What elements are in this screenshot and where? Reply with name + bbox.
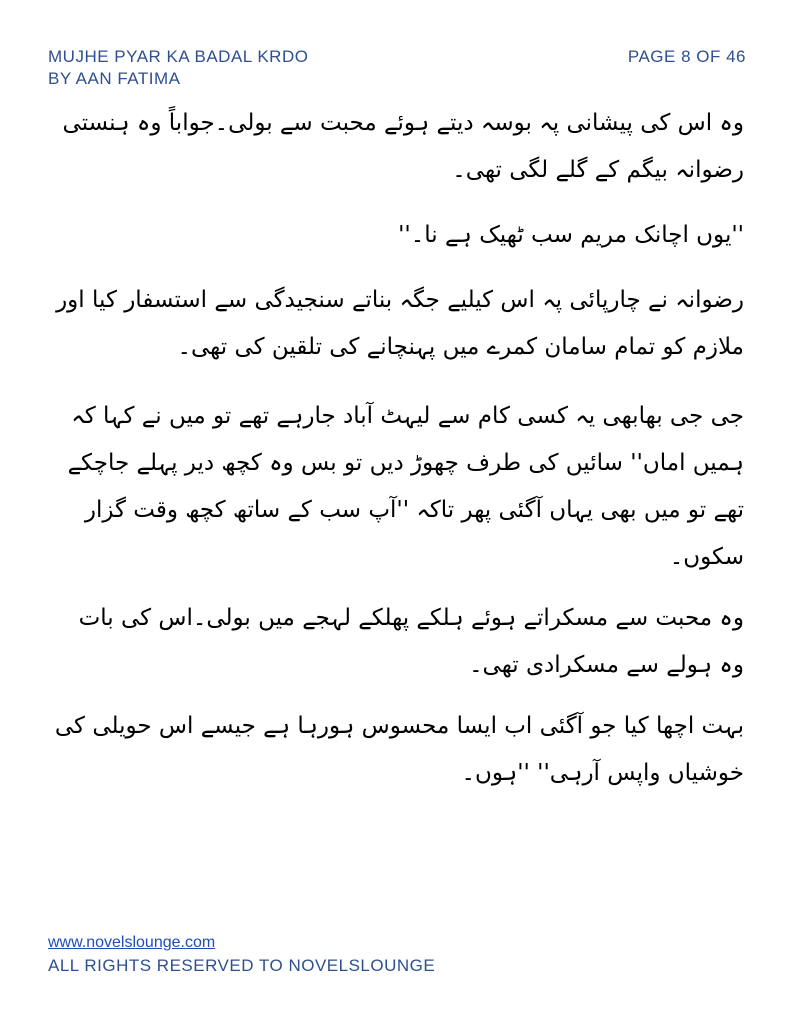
document-footer	[48, 933, 648, 977]
paragraph: ''یوں اچانک مریم سب ٹھیک ہے نا۔''	[398, 222, 744, 248]
author-name: BY AAN FATIMA	[48, 69, 181, 88]
document-header	[48, 46, 408, 90]
website-link[interactable]: www.novelslounge.com	[48, 934, 216, 951]
paragraph: بہت اچھا کیا جو آگئی اب ایسا محسوس ہورہا ہے جیسے اس حویلی کی خوشیاں واپس آرہی'' ''ہوں۔	[54, 713, 744, 786]
paragraph: وہ اس کی پیشانی پہ بوسہ دیتے ہوئے محبت سے بولی۔جواباً وہ ہنستی رضوانہ بیگم کے گلے لگی تھی۔	[62, 110, 744, 183]
paragraph: رضوانہ نے چارپائی پہ اس کیلیے جگہ بناتے سنجیدگی سے استسفار کیا اور ملازم کو تمام سامان کمرے میں پہنچانے کی تلقین کی تھی۔	[56, 287, 744, 360]
paragraph: جی جی بھابھی یہ کسی کام سے لیہٹ آباد جارہے تھے تو میں نے کہا کہ ہمیں اماں'' سائیں کی طرف چھوڑ دیں تو بس وہ کچھ دیر پہلے جاچکے تھے تو میں بھی یہاں آگئی پھر تاکہ ''آپ سب کے ساتھ کچھ وقت گزار سکوں۔	[67, 403, 744, 570]
page-number: PAGE 8 OF 46	[627, 47, 746, 66]
story-body	[48, 100, 744, 797]
novel-title: MUJHE PYAR KA BADAL KRDO	[48, 47, 309, 66]
rights-notice: ALL RIGHTS RESERVED TO NOVELSLOUNGE	[48, 956, 436, 975]
paragraph: وہ محبت سے مسکراتے ہوئے ہلکے پھلکے لہجے میں بولی۔اس کی بات وہ ہولے سے مسکرادی تھی۔	[78, 605, 744, 678]
